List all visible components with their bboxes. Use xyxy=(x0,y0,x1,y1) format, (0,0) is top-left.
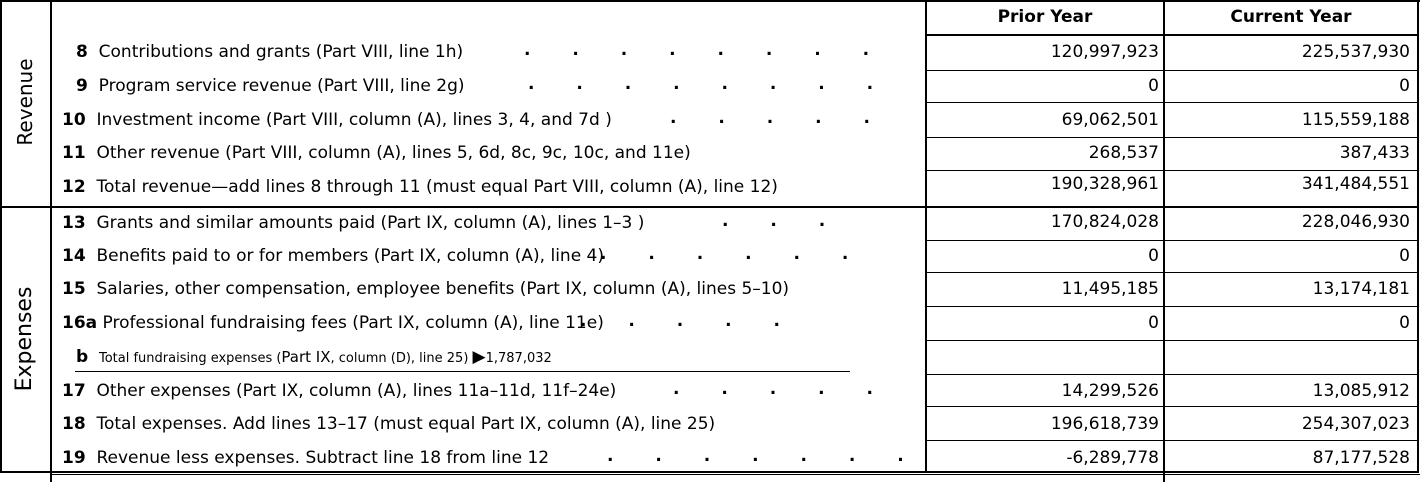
line-8-row xyxy=(76,42,463,62)
leader-dots: . . . . . . . . xyxy=(528,74,892,94)
line-14-row xyxy=(62,246,604,266)
leader-dots: . . . . . . . . xyxy=(524,40,888,60)
revenue-section-bottom xyxy=(0,206,1419,208)
row-line xyxy=(925,406,1419,407)
line-label: Benefits paid to or for members (Part IX, column (A), line 4) xyxy=(96,246,605,266)
row-line xyxy=(925,102,1419,103)
line-label: Other expenses (Part IX, column (A), lines 11a–11d, 11f–24e) xyxy=(96,381,617,401)
line-letter: b xyxy=(76,347,89,367)
line-17-row xyxy=(62,381,616,401)
leader-dots: . . . . . . xyxy=(600,244,867,264)
top-border xyxy=(0,0,1420,2)
row-line xyxy=(925,137,1419,138)
line-11-current: 387,433 xyxy=(1339,143,1410,163)
header-underline xyxy=(925,34,1419,36)
line-12-prior: 190,328,961 xyxy=(1050,174,1159,194)
line-10-prior: 69,062,501 xyxy=(1061,110,1159,130)
line-number: 11 xyxy=(62,143,86,163)
row-line xyxy=(925,340,1419,341)
line-10-current: 115,559,188 xyxy=(1301,110,1410,130)
line-8-current: 225,537,930 xyxy=(1301,42,1410,62)
line-9-prior: 0 xyxy=(1148,76,1159,96)
expenses-section-bottom xyxy=(0,471,1419,473)
row-line xyxy=(925,306,1419,307)
line-label: Investment income (Part VIII, column (A), lines 3, 4, and 7d ) xyxy=(96,110,612,130)
line-16a-row xyxy=(62,313,604,333)
line-13-prior: 170,824,028 xyxy=(1050,212,1159,232)
line-number: 14 xyxy=(62,246,86,266)
line-number: 12 xyxy=(62,177,86,197)
line-14-prior: 0 xyxy=(1148,246,1159,266)
line-number: 15 xyxy=(62,279,86,299)
line-10-row xyxy=(62,110,612,130)
line-label: Total revenue—add lines 8 through 11 (must equal Part VIII, column (A), line 12) xyxy=(96,177,778,197)
arrow-icon: ▶ xyxy=(472,347,486,367)
line-label: Grants and similar amounts paid (Part IX, column (A), lines 1–3 ) xyxy=(96,213,645,233)
left-border xyxy=(0,0,2,472)
line-16a-prior: 0 xyxy=(1148,313,1159,333)
line-8-prior: 120,997,923 xyxy=(1050,42,1159,62)
line-label: Program service revenue (Part VIII, line 2g) xyxy=(98,76,465,96)
row-line xyxy=(925,440,1419,441)
line-17-current: 13,085,912 xyxy=(1312,381,1410,401)
leader-dots: . . . . . xyxy=(670,108,888,128)
line-label-suffix: , column (D), line 25) xyxy=(330,351,473,366)
line-15-prior: 11,495,185 xyxy=(1061,279,1159,299)
line-number: 13 xyxy=(62,213,86,233)
row-line xyxy=(925,374,1419,375)
leader-dots: . . . . . xyxy=(580,311,798,331)
line-13-current: 228,046,930 xyxy=(1301,212,1410,232)
line-14-current: 0 xyxy=(1399,246,1410,266)
leader-dots: . . . . . . . xyxy=(607,446,922,466)
line-label: Contributions and grants (Part VIII, line 1h) xyxy=(98,42,464,62)
line-19-current: 87,177,528 xyxy=(1312,448,1410,468)
line-label-prefix: Total fundraising expenses ( xyxy=(98,351,282,366)
leader-dots: . . . xyxy=(722,211,844,231)
line-11-row xyxy=(62,143,691,163)
line-9-current: 0 xyxy=(1399,76,1410,96)
revenue-section-label: Revenue xyxy=(13,58,37,146)
line-number: 18 xyxy=(62,414,86,434)
line-9-row xyxy=(76,76,465,96)
line-label: Professional fundraising fees (Part IX, column (A), line 11e) xyxy=(102,313,604,333)
row-line xyxy=(925,70,1419,71)
line-number: 9 xyxy=(76,76,88,96)
line-13-row xyxy=(62,213,644,233)
line-18-row xyxy=(62,414,715,434)
line-16b-row xyxy=(76,347,552,369)
line-12-row xyxy=(62,177,778,197)
expenses-section-label: Expenses xyxy=(12,286,37,392)
fundraising-expenses-value: 1,787,032 xyxy=(485,351,552,366)
current-year-header: Current Year xyxy=(1230,7,1352,27)
line-label: Revenue less expenses. Subtract line 18 from line 12 xyxy=(96,448,550,468)
line-16a-current: 0 xyxy=(1399,313,1410,333)
line-number: 8 xyxy=(76,42,88,62)
line-label: Other revenue (Part VIII, column (A), lines 5, 6d, 8c, 9c, 10c, and 11e) xyxy=(96,143,691,163)
line-15-row xyxy=(62,279,789,299)
line-19-prior: -6,289,778 xyxy=(1066,448,1159,468)
prior-year-header: Prior Year xyxy=(997,7,1093,27)
row-line xyxy=(925,170,1419,171)
row-line xyxy=(925,240,1419,241)
line-19-row xyxy=(62,448,549,468)
line-number: 17 xyxy=(62,381,86,401)
line-18-prior: 196,618,739 xyxy=(1050,414,1159,434)
line-label: Total expenses. Add lines 13–17 (must equal Part IX, column (A), line 25) xyxy=(96,414,716,434)
leader-dots: . . . . . xyxy=(673,379,891,399)
line-number: 19 xyxy=(62,448,86,468)
line-label: Salaries, other compensation, employee benefits (Part IX, column (A), lines 5–10) xyxy=(96,279,790,299)
prior-col-right-border xyxy=(1163,0,1165,482)
line-label-part: Part IX xyxy=(281,348,331,366)
line-number: 16a xyxy=(62,313,98,333)
line-12-current: 341,484,551 xyxy=(1301,174,1410,194)
lower-section-top xyxy=(50,474,1420,475)
line-15-current: 13,174,181 xyxy=(1312,279,1410,299)
line-17-prior: 14,299,526 xyxy=(1061,381,1159,401)
line-11-prior: 268,537 xyxy=(1088,143,1159,163)
line-number: 10 xyxy=(62,110,86,130)
line16b-underline xyxy=(75,371,850,372)
section-divider-vertical xyxy=(50,0,52,482)
row-line xyxy=(925,272,1419,273)
line-18-current: 254,307,023 xyxy=(1301,414,1410,434)
